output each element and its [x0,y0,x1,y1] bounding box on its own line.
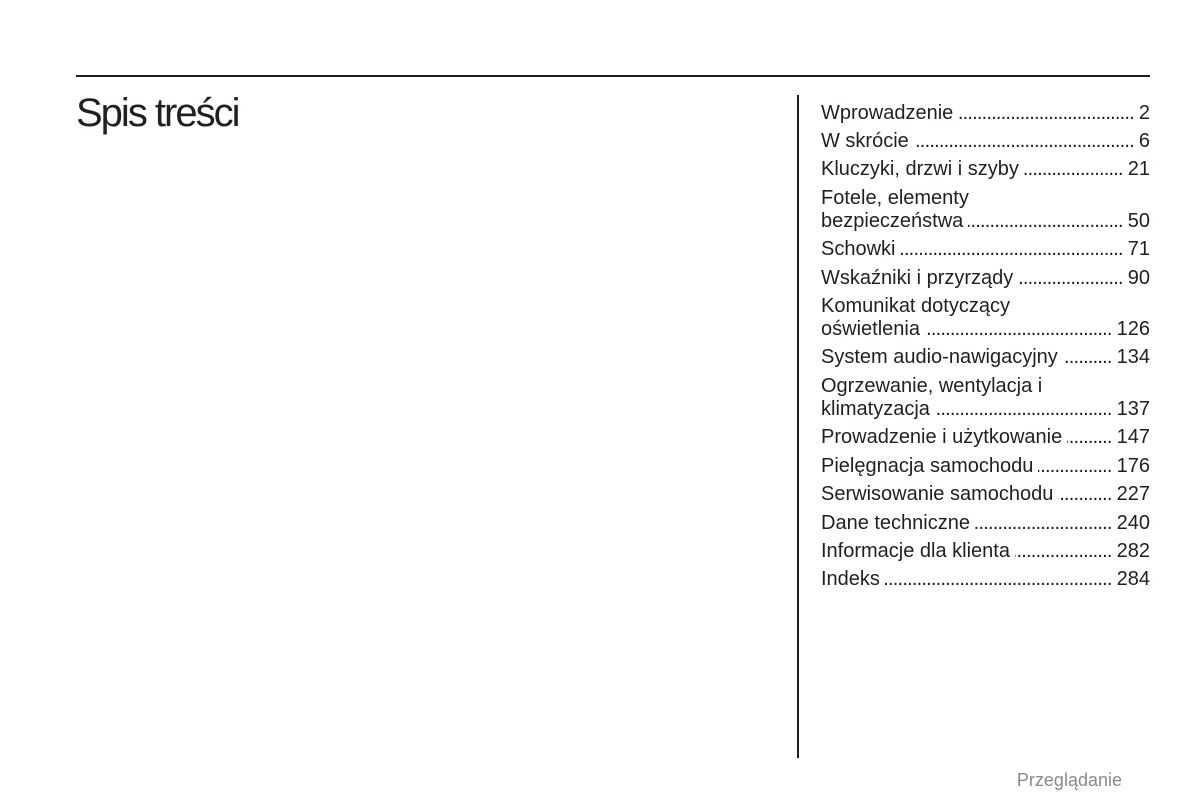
dot-leader [1015,540,1112,563]
toc-entry-fotele-elementy-bezpieczenstwa[interactable] [821,187,1150,233]
toc-entry-title-line: Ogrzewanie, wentylacja i [821,374,1043,397]
top-rule-divider [76,75,1150,77]
dot-leader [935,398,1112,421]
toc-entry-title: W skrócie [821,129,909,152]
toc-entry-title: Indeks [821,568,880,591]
toc-entry-page-number: 6 [1138,129,1150,152]
toc-entry-page-number: 50 [1127,209,1150,232]
toc-entry-schowki[interactable] [821,238,1150,261]
dot-leader [1067,426,1111,449]
browse-link[interactable]: Przeglądanie [1016,770,1122,790]
toc-entry-title: System audio-nawigacyjny [821,346,1058,369]
toc-entry-title-line: bezpieczeństwa [821,209,964,232]
dot-leader [1024,158,1123,181]
toc-entry-page-number: 126 [1116,318,1150,341]
toc-entry-pielegnacja-samochodu[interactable] [821,455,1150,478]
toc-entry-title: Dane techniczne [821,511,970,534]
dot-leader [1063,346,1112,369]
dot-leader [958,102,1134,125]
table-of-contents [821,102,1150,597]
toc-entry-kluczyki-drzwi-i-szyby[interactable] [821,158,1150,181]
toc-entry-title-line: oświetlenia [821,318,920,341]
toc-entry-w-skrocie[interactable] [821,130,1150,153]
toc-entry-ogrzewanie-wentylacja-i-klimatyzacja[interactable] [821,375,1150,421]
toc-entry-title-line: klimatyzacja [821,397,930,420]
dot-leader [968,210,1122,233]
toc-entry-system-audio-nawigacyjny[interactable] [821,346,1150,369]
dot-leader [1058,483,1111,506]
toc-entry-title-line: Fotele, elementy [821,186,969,209]
toc-entry-title: Informacje dla klienta [821,539,1010,562]
toc-entry-dane-techniczne[interactable] [821,512,1150,535]
toc-entry-page-number: 137 [1116,397,1150,420]
toc-entry-page-number: 240 [1116,511,1150,534]
toc-entry-page-number: 90 [1127,266,1150,289]
toc-entry-title: Wprowadzenie [821,101,954,124]
toc-entry-page-number: 134 [1116,346,1150,369]
toc-entry-title: Pielęgnacja samochodu [821,454,1034,477]
toc-entry-page-number: 147 [1116,426,1150,449]
toc-entry-page-number: 2 [1138,101,1150,124]
toc-entry-prowadzenie-i-uzytkowanie[interactable] [821,426,1150,449]
page-title: Spis treści [76,91,239,135]
toc-entry-title: Kluczyki, drzwi i szyby [821,158,1019,181]
toc-entry-page-number: 71 [1127,238,1150,261]
dot-leader [885,568,1112,591]
toc-entry-informacje-dla-klienta[interactable] [821,540,1150,563]
column-divider [797,95,799,758]
toc-entry-title: Wskaźniki i przyrządy [821,266,1014,289]
dot-leader [975,512,1112,535]
toc-entry-page-number: 227 [1116,483,1150,506]
dot-leader [900,238,1122,261]
dot-leader [925,318,1112,341]
toc-entry-page-number: 176 [1116,454,1150,477]
toc-entry-page-number: 284 [1116,568,1150,591]
toc-entry-title: Serwisowanie samochodu [821,483,1054,506]
toc-entry-page-number: 282 [1116,539,1150,562]
toc-entry-serwisowanie-samochodu[interactable] [821,483,1150,506]
dot-leader [1018,267,1122,290]
toc-entry-title-line: Komunikat dotyczący [821,295,1010,318]
dot-leader [914,130,1134,153]
toc-entry-indeks[interactable] [821,568,1150,591]
toc-entry-page-number: 21 [1127,158,1150,181]
toc-entry-komunikat-dotyczacy-oswietlenia[interactable] [821,295,1150,341]
toc-entry-title: Prowadzenie i użytkowanie [821,426,1063,449]
toc-entry-wskazniki-i-przyrzady[interactable] [821,267,1150,290]
toc-entry-wprowadzenie[interactable] [821,102,1150,125]
toc-entry-title: Schowki [821,238,896,261]
dot-leader [1038,455,1111,478]
